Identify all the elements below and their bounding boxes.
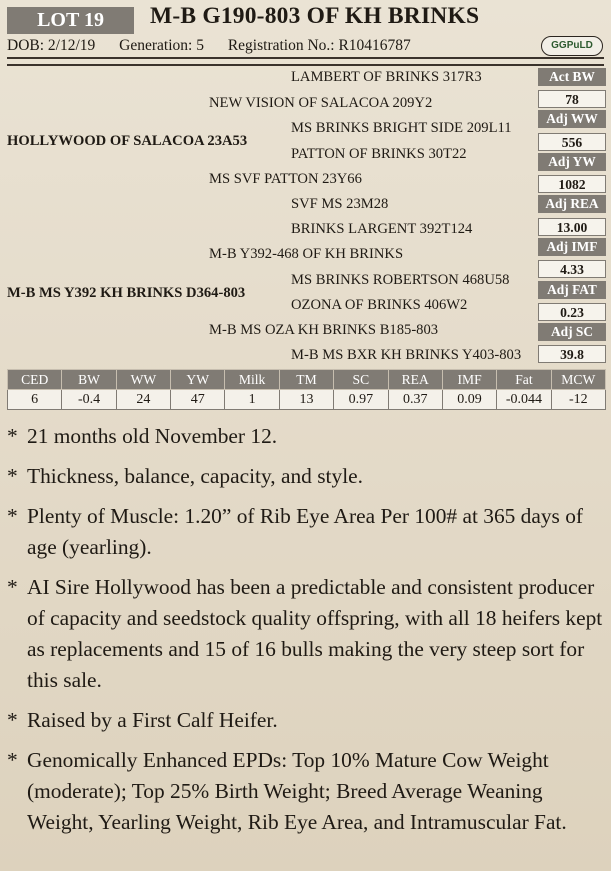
adj-yw-value: 1082 xyxy=(538,175,606,193)
note-text: Plenty of Muscle: 1.20” of Rib Eye Area Per 100# at 365 days of age (yearling). xyxy=(27,504,584,559)
note-text: Raised by a First Calf Heifer. xyxy=(27,708,278,732)
adj-ww-value: 556 xyxy=(538,133,606,151)
pedigree-sire-dam: MS SVF PATTON 23Y66 xyxy=(209,171,362,187)
pedigree-dam-sire-dam: MS BRINKS ROBERTSON 468U58 xyxy=(291,272,510,288)
asterisk-bullet-icon: * xyxy=(7,708,18,732)
adj-imf-label: Adj IMF xyxy=(538,238,606,256)
animal-name-title: M-B G190-803 OF KH BRINKS xyxy=(150,3,480,29)
epd-header-mcw: MCW xyxy=(551,370,605,390)
adj-imf-value: 4.33 xyxy=(538,260,606,278)
adj-fat-label: Adj FAT xyxy=(538,281,606,299)
act-bw-value: 78 xyxy=(538,90,606,108)
epd-value-bw: -0.4 xyxy=(62,390,116,410)
pedigree-dam-dam: M-B MS OZA KH BRINKS B185-803 xyxy=(209,322,439,338)
epd-header-imf: IMF xyxy=(442,370,496,390)
pedigree-dam-sire-sire: BRINKS LARGENT 392T124 xyxy=(291,221,473,237)
epd-value-mcw: -12 xyxy=(551,390,605,410)
asterisk-bullet-icon: * xyxy=(7,575,18,599)
adj-rea-value: 13.00 xyxy=(538,218,606,236)
note-item xyxy=(7,421,607,452)
registration-info xyxy=(7,37,431,55)
note-text: AI Sire Hollywood has been a predictable and consistent producer of capacity and seedstock quality offspring, with all 18 heifers kept as replacements and 15 of 16 bulls making the very steep sort for this sale. xyxy=(27,575,603,692)
epd-value-fat: -0.044 xyxy=(497,390,551,410)
epd-header-yw: YW xyxy=(171,370,225,390)
pedigree-sire-dam-sire: PATTON OF BRINKS 30T22 xyxy=(291,146,467,162)
epd-value-milk: 1 xyxy=(225,390,279,410)
epd-header-rea: REA xyxy=(388,370,442,390)
ggpuld-logo: GGPuLD xyxy=(541,36,603,56)
adj-sc-label: Adj SC xyxy=(538,323,606,341)
note-item xyxy=(7,461,607,492)
epd-value-imf: 0.09 xyxy=(442,390,496,410)
epd-value-ced: 6 xyxy=(8,390,62,410)
epd-table xyxy=(7,369,606,410)
generation-label: Generation: 5 xyxy=(119,37,204,54)
epd-header-sc: SC xyxy=(334,370,388,390)
pedigree-sire: HOLLYWOOD OF SALACOA 23A53 xyxy=(7,133,248,149)
pedigree-dam: M-B MS Y392 KH BRINKS D364-803 xyxy=(7,285,246,301)
epd-header-bw: BW xyxy=(62,370,116,390)
asterisk-bullet-icon: * xyxy=(7,504,18,528)
note-text: Genomically Enhanced EPDs: Top 10% Mature Cow Weight (moderate); Top 25% Birth Weight; Breed Average Weaning Weight, Yearling Weight, Rib Eye Area, and Intramuscular Fat. xyxy=(27,748,567,834)
lot-notes xyxy=(7,421,607,847)
adj-ww-label: Adj WW xyxy=(538,110,606,128)
note-item xyxy=(7,705,607,736)
pedigree-sire-sire-dam: MS BRINKS BRIGHT SIDE 209L11 xyxy=(291,120,512,136)
registration-number: Registration No.: R10416787 xyxy=(227,37,411,54)
asterisk-bullet-icon: * xyxy=(7,424,18,448)
asterisk-bullet-icon: * xyxy=(7,748,18,772)
dob-label: DOB: 2/12/19 xyxy=(7,37,96,54)
epd-value-row xyxy=(8,390,606,410)
note-item xyxy=(7,745,607,838)
pedigree-dam-dam-dam: M-B MS BXR KH BRINKS Y403-803 xyxy=(291,347,522,363)
epd-value-sc: 0.97 xyxy=(334,390,388,410)
pedigree-sire-sire-sire: LAMBERT OF BRINKS 317R3 xyxy=(291,69,482,85)
header-divider-second xyxy=(7,64,604,66)
epd-header-row xyxy=(8,370,606,390)
epd-header-ww: WW xyxy=(116,370,170,390)
header-divider xyxy=(7,57,604,59)
note-text: 21 months old November 12. xyxy=(27,424,278,448)
epd-header-fat: Fat xyxy=(497,370,551,390)
epd-value-yw: 47 xyxy=(171,390,225,410)
adj-sc-value: 39.8 xyxy=(538,345,606,363)
asterisk-bullet-icon: * xyxy=(7,464,18,488)
epd-header-tm: TM xyxy=(279,370,333,390)
pedigree-sire-sire: NEW VISION OF SALACOA 209Y2 xyxy=(209,95,433,111)
lot-badge: LOT 19 xyxy=(7,7,134,34)
pedigree-sire-dam-dam: SVF MS 23M28 xyxy=(291,196,389,212)
act-bw-label: Act BW xyxy=(538,68,606,86)
note-item xyxy=(7,572,607,696)
epd-value-tm: 13 xyxy=(279,390,333,410)
adj-fat-value: 0.23 xyxy=(538,303,606,321)
epd-header-milk: Milk xyxy=(225,370,279,390)
epd-value-rea: 0.37 xyxy=(388,390,442,410)
epd-header-ced: CED xyxy=(8,370,62,390)
adj-yw-label: Adj YW xyxy=(538,153,606,171)
adj-rea-label: Adj REA xyxy=(538,195,606,213)
note-text: Thickness, balance, capacity, and style. xyxy=(27,464,363,488)
pedigree-dam-sire: M-B Y392-468 OF KH BRINKS xyxy=(209,246,404,262)
epd-value-ww: 24 xyxy=(116,390,170,410)
note-item xyxy=(7,501,607,563)
pedigree-dam-dam-sire: OZONA OF BRINKS 406W2 xyxy=(291,297,468,313)
